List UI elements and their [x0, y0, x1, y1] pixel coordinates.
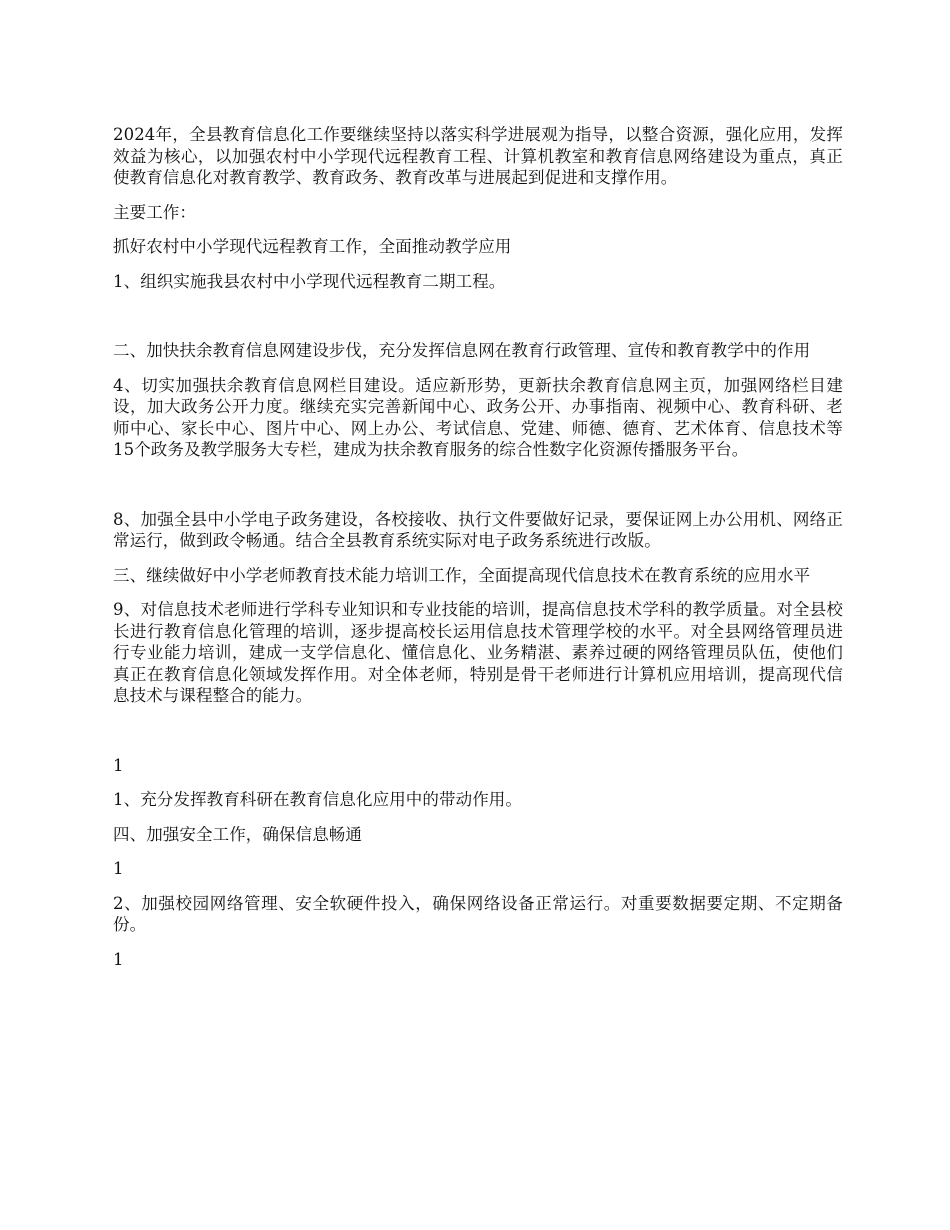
paragraph-main-work-heading: 主要工作： [113, 202, 196, 222]
paragraph-item-4: 4、切实加强扶余教育信息网栏目建设。适应新形势，更新扶余教育信息网主页，加强网络栏目建设，加大政务公开力度。继续充实完善新闻中心、政务公开、办事指南、视频中心、教育科研、老师中心、家长中心、图片中心、网上办公、考试信息、党建、师德、德育、艺术体育、信息技术等15个政务及教学服务大专栏，建成为扶余教育服务的综合性数字化资源传播服务平台。 [113, 375, 843, 459]
paragraph-section-four-heading: 四、加强安全工作，确保信息畅通 [113, 824, 362, 844]
page-marker-1: 1 [113, 755, 124, 775]
paragraph-section-one-heading: 抓好农村中小学现代远程教育工作，全面推动教学应用 [113, 237, 512, 256]
paragraph-section-three-heading: 三、继续做好中小学老师教育技术能力培训工作，全面提高现代信息技术在教育系统的应用水平 [113, 565, 811, 585]
paragraph-item-2-network: 2、加强校园网络管理、安全软硬件投入，确保网络设备正常运行。对重要数据要定期、不定期备份。 [113, 893, 843, 934]
paragraph-item-9: 9、对信息技术老师进行学科专业知识和专业技能的培训，提高信息技术学科的教学质量。对全县校长进行教育信息化管理的培训，逐步提高校长运用信息技术管理学校的水平。对全县网络管理员进行专业能力培训，建成一支学信息化、懂信息化、业务精湛、素养过硬的网络管理员队伍，使他们真正在教育信息化领域发挥作用。对全体老师，特别是骨干老师进行计算机应用培训，提高现代信息技术与课程整合的能力。 [113, 600, 843, 705]
document-body [113, 124, 843, 970]
paragraph-research-item: 1、充分发挥教育科研在教育信息化应用中的带动作用。 [113, 790, 522, 809]
paragraph-item-8: 8、加强全县中小学电子政务建设，各校接收、执行文件要做好记录，要保证网上办公用机、网络正常运行，做到政令畅通。结合全县教育系统实际对电子政务系统进行改版。 [113, 509, 843, 550]
page-marker-3: 1 [113, 949, 124, 969]
paragraph-section-two-heading: 二、加快扶余教育信息网建设步伐，充分发挥信息网在教育行政管理、宣传和教育教学中的作用 [113, 341, 811, 360]
paragraph-intro: 2024年，全县教育信息化工作要继续坚持以落实科学进展观为指导，以整合资源，强化应用，发挥效益为核心，以加强农村中小学现代远程教育工程、计算机教室和教育信息网络建设为重点，真正使教育信息化对教育教学、教育政务、教育改革与进展起到促进和支撑作用。 [113, 125, 843, 187]
paragraph-item-1: 1、组织实施我县农村中小学现代远程教育二期工程。 [113, 271, 506, 291]
page-marker-2: 1 [113, 859, 124, 878]
